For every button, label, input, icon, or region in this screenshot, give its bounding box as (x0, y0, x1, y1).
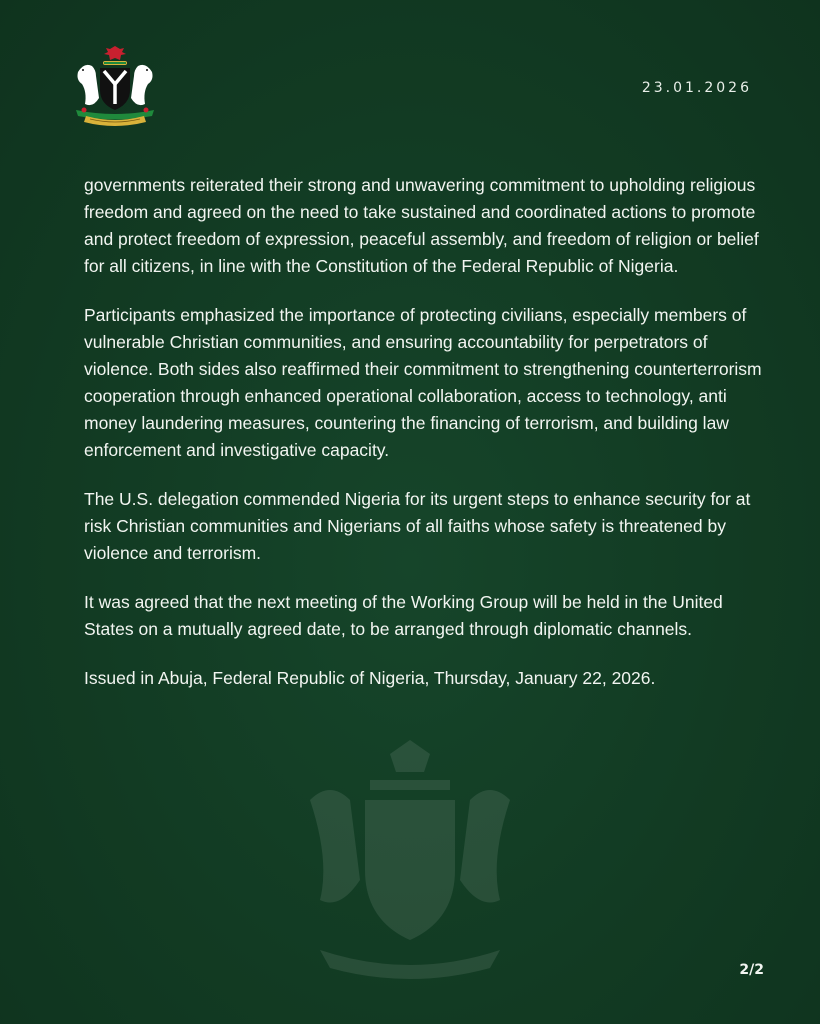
statement-body (84, 172, 764, 714)
paragraph: Participants emphasized the importance of protecting civilians, especially members of vulnerable Christian communities, and ensuring accountability for perpetrators of violence. Both sides also reaffirmed their commitment to strengthening counterterrorism cooperation through enhanced operational collaboration, access to technology, anti money laundering measures, countering the financing of terrorism, and building law enforcement and investigative capacity. (84, 305, 762, 460)
page-indicator: 2/2 (739, 962, 764, 978)
paragraph: It was agreed that the next meeting of the Working Group will be held in the United States on a mutually agreed date, to be arranged through diplomatic channels. (84, 592, 723, 639)
issued-line: Issued in Abuja, Federal Republic of Nigeria, Thursday, January 22, 2026. (84, 668, 656, 688)
nigeria-coat-of-arms-icon (70, 44, 160, 128)
paragraph: governments reiterated their strong and unwavering commitment to upholding religious freedom and agreed on the need to take sustained and coordinated actions to promote and protect freedom of expression, peaceful assembly, and freedom of religion or belief for all citizens, in line with the Constitution of the Federal Republic of Nigeria. (84, 175, 759, 276)
watermark-coat-of-arms-icon (250, 720, 570, 990)
paragraph: The U.S. delegation commended Nigeria for its urgent steps to enhance security for at risk Christian communities and Nigerians of all faiths whose safety is threatened by violence and terrorism. (84, 489, 751, 563)
document-date: 23.01.2026 (641, 80, 752, 96)
